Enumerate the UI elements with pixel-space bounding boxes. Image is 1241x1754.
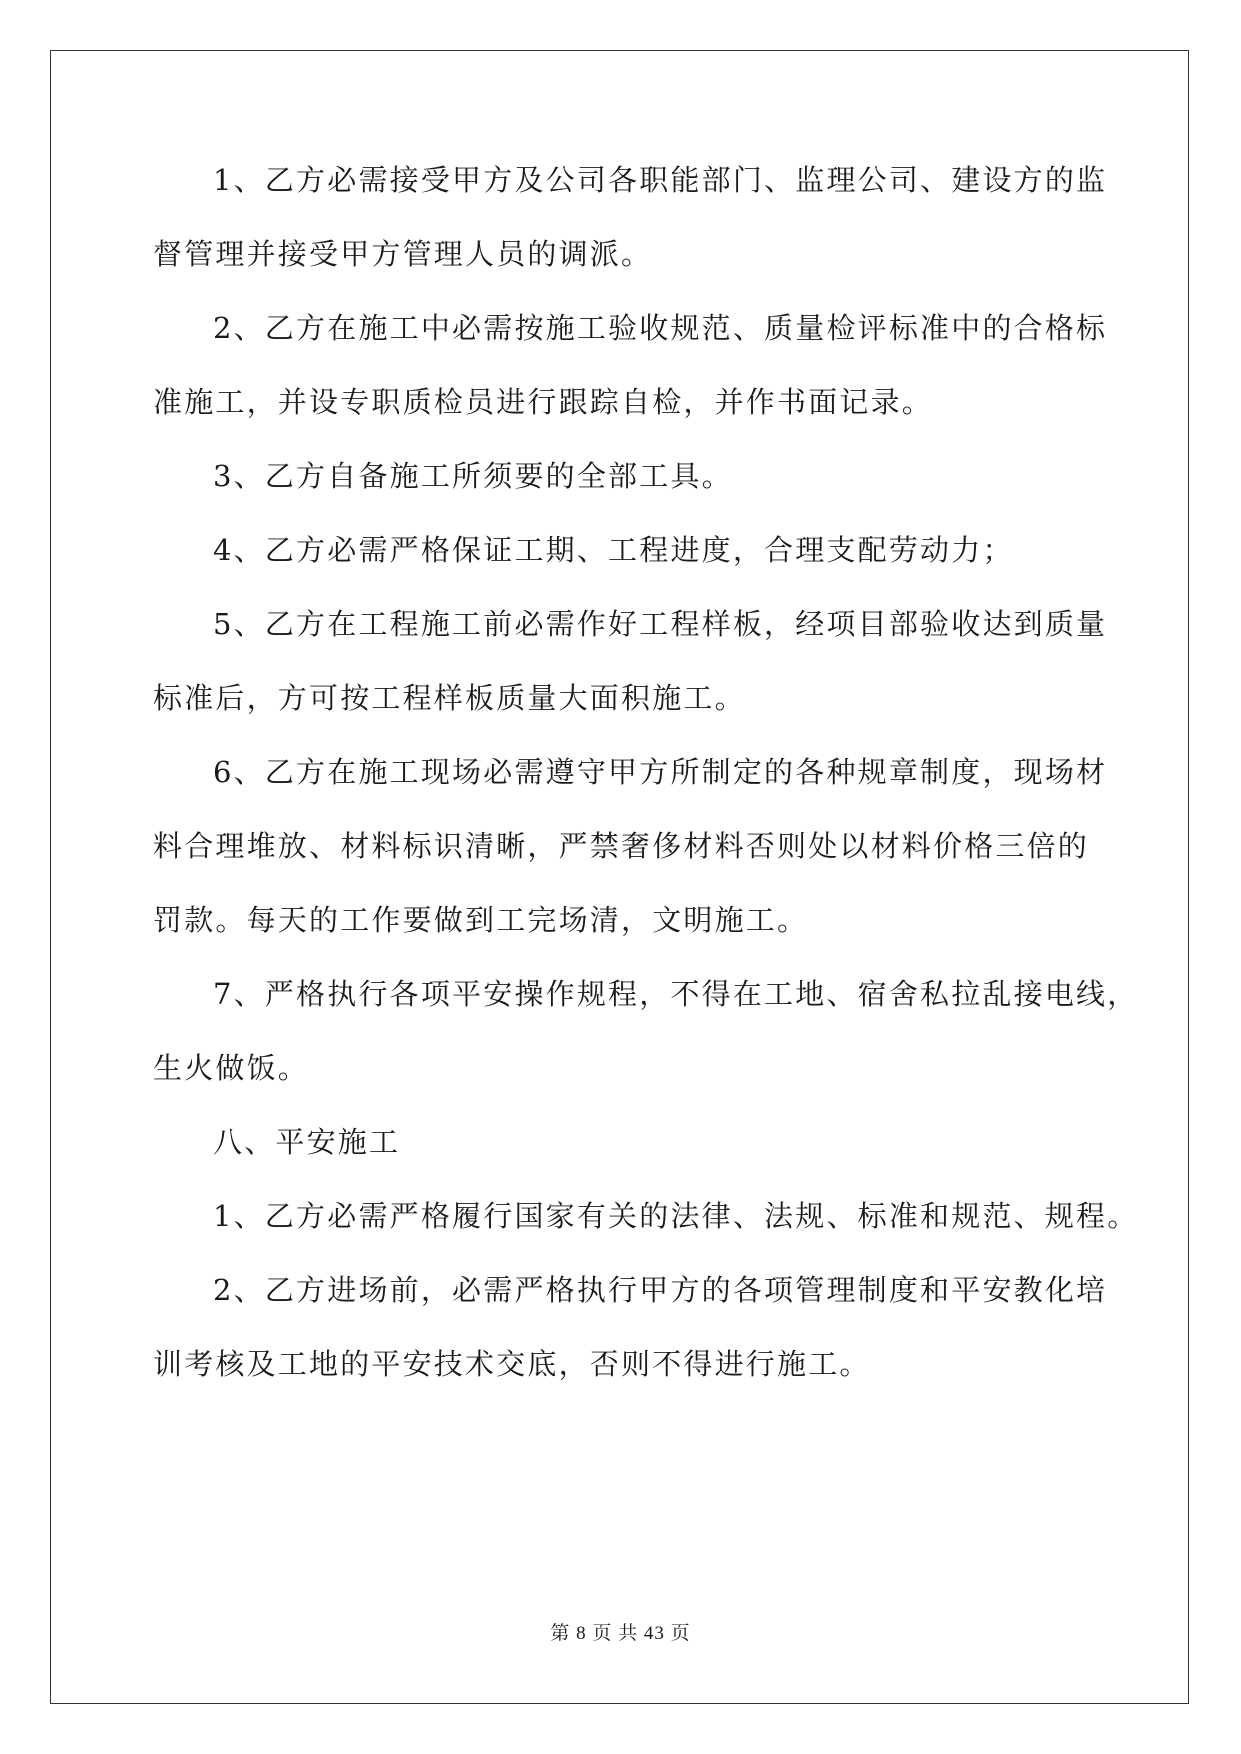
section-paragraph-2-line-2: 训考核及工地的平安技术交底，否则不得进行施工。 <box>153 1347 871 1381</box>
page-border <box>50 50 1189 1704</box>
paragraph-1-line-1: 1、乙方必需接受甲方及公司各职能部门、监理公司、建设方的监 <box>213 163 1108 197</box>
paragraph-7-line-2: 生火做饭。 <box>153 1051 310 1085</box>
paragraph-2-line-2: 准施工，并设专职质检员进行跟踪自检，并作书面记录。 <box>153 385 934 419</box>
paragraph-5-line-1: 5、乙方在工程施工前必需作好工程样板，经项目部验收达到质量 <box>213 607 1108 641</box>
section-paragraph-2-line-1: 2、乙方进场前，必需严格执行甲方的各项管理制度和平安教化培 <box>213 1273 1108 1307</box>
paragraph-7-line-1: 7、严格执行各项平安操作规程，不得在工地、宿舍私拉乱接电线， <box>213 977 1139 1011</box>
section-heading: 八、平安施工 <box>213 1125 401 1159</box>
paragraph-3: 3、乙方自备施工所须要的全部工具。 <box>213 459 733 493</box>
paragraph-6-line-1: 6、乙方在施工现场必需遵守甲方所制定的各种规章制度，现场材 <box>213 755 1108 789</box>
paragraph-6-line-2: 料合理堆放、材料标识清晰，严禁奢侈材料否则处以材料价格三倍的 <box>153 829 1090 863</box>
paragraph-2-line-1: 2、乙方在施工中必需按施工验收规范、质量检评标准中的合格标 <box>213 311 1108 345</box>
paragraph-5-line-2: 标准后，方可按工程样板质量大面积施工。 <box>153 681 746 715</box>
paragraph-4: 4、乙方必需严格保证工期、工程进度，合理支配劳动力； <box>213 533 1014 567</box>
paragraph-1-line-2: 督管理并接受甲方管理人员的调派。 <box>153 237 653 271</box>
section-paragraph-1: 1、乙方必需严格履行国家有关的法律、法规、标准和规范、规程。 <box>213 1199 1139 1233</box>
paragraph-6-line-3: 罚款。每天的工作要做到工完场清，文明施工。 <box>153 903 809 937</box>
page-number-footer: 第 8 页 共 43 页 <box>550 1623 691 1644</box>
